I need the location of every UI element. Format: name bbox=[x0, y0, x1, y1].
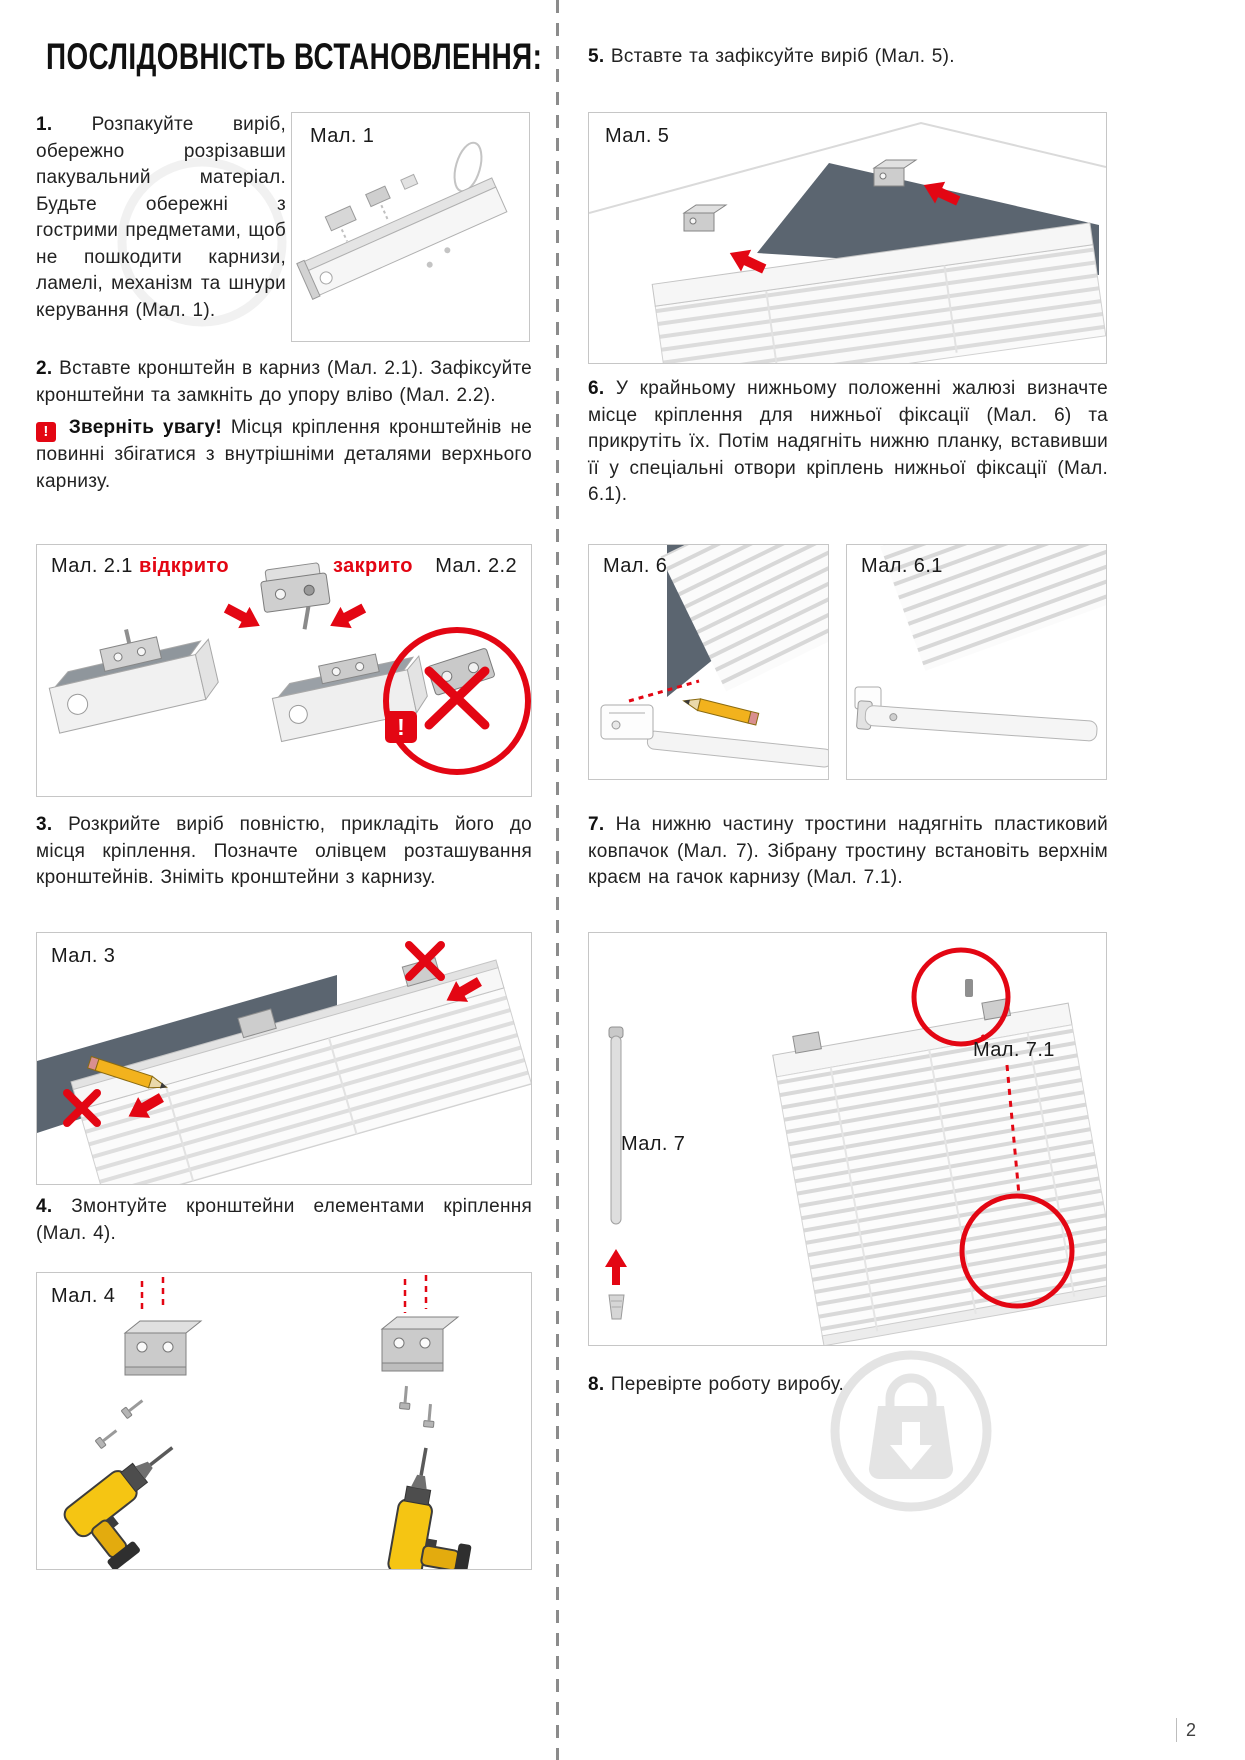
screw-icon bbox=[399, 1386, 411, 1410]
bracket-icon bbox=[382, 1317, 458, 1371]
figure-2 bbox=[36, 544, 532, 797]
step-2-warning bbox=[36, 415, 532, 495]
state-closed-label: закрито bbox=[333, 555, 413, 577]
figure-7-1-label: Мал. 7.1 bbox=[973, 1039, 1055, 1061]
cap-icon bbox=[609, 1295, 624, 1319]
red-up-arrow-icon bbox=[605, 1249, 627, 1285]
pencil-icon bbox=[682, 695, 759, 725]
bracket-icon bbox=[125, 1321, 201, 1375]
fixation-bracket-icon bbox=[601, 705, 653, 739]
step-3 bbox=[36, 812, 532, 892]
figure-6-illustration bbox=[589, 545, 828, 779]
step-4-text: Змонтуйте кронштейни елементами кріплення (Мал. 4). bbox=[36, 1196, 532, 1244]
mount-axis-lines bbox=[142, 1275, 426, 1313]
figure-6-label: Мал. 6 bbox=[603, 555, 668, 577]
warning-icon: ! bbox=[36, 422, 56, 442]
blinds-icon bbox=[66, 942, 531, 1184]
column-divider bbox=[556, 0, 559, 1760]
page-number-value: 2 bbox=[1186, 1719, 1197, 1740]
headrail-icon bbox=[292, 145, 515, 317]
step-7-number: 7. bbox=[588, 814, 605, 835]
exclamation-badge: ! bbox=[385, 711, 417, 743]
figure-1 bbox=[291, 112, 530, 342]
screw-icon bbox=[423, 1404, 435, 1428]
figure-4-label: Мал. 4 bbox=[51, 1285, 116, 1307]
bracket-icon bbox=[259, 562, 333, 635]
step-7 bbox=[588, 812, 1108, 892]
bottom-rail-icon bbox=[856, 701, 1097, 746]
step-3-number: 3. bbox=[36, 814, 53, 835]
step-1-text: Розпакуйте виріб, обережно розрізавши пакувальний матеріал. Будьте обережні з гострими предметами, щоб не пошкодити карнизи, ламелі, механізм та шнури керування (Мал. 1). bbox=[36, 114, 286, 321]
figure-7 bbox=[588, 932, 1107, 1346]
red-arrow-icon bbox=[221, 597, 266, 636]
step-8-text: Перевірте роботу виробу. bbox=[610, 1374, 845, 1395]
hook-icon bbox=[965, 979, 973, 997]
figure-3-label: Мал. 3 bbox=[51, 945, 116, 967]
figure-4 bbox=[36, 1272, 532, 1570]
figure-4-illustration bbox=[37, 1273, 531, 1569]
figure-3-illustration bbox=[37, 933, 531, 1184]
step-4 bbox=[36, 1194, 532, 1247]
red-arrow-icon bbox=[325, 597, 370, 636]
warning-label: Зверніть увагу! bbox=[68, 417, 222, 438]
step-4-number: 4. bbox=[36, 1196, 53, 1217]
step-1 bbox=[36, 112, 286, 324]
warning-text: Місця кріплення кронштейнів не повинні збігатися з внутрішніми деталями верхнього карнизу. bbox=[36, 417, 533, 492]
figure-6-1 bbox=[846, 544, 1107, 780]
page-number-divider bbox=[1176, 1718, 1177, 1742]
figure-2-1-label: Мал. 2.1 bbox=[51, 555, 133, 577]
step-6 bbox=[588, 376, 1108, 509]
figure-2-2-label: Мал. 2.2 bbox=[435, 555, 517, 577]
step-1-number: 1. bbox=[36, 114, 53, 135]
page-title: ПОСЛІДОВНІСТЬ ВСТАНОВЛЕННЯ: bbox=[46, 36, 543, 78]
step-6-number: 6. bbox=[588, 378, 605, 399]
drill-icon bbox=[61, 1434, 211, 1569]
step-8-number: 8. bbox=[588, 1374, 605, 1395]
page-number bbox=[1176, 1718, 1196, 1742]
step-7-text: На нижню частину тростини надягніть пластиковий ковпачок (Мал. 7). Зібрану тростину встановіть верхнім краєм на гачок карнизу (Мал. 7.1). bbox=[588, 814, 1109, 888]
step-2-number: 2. bbox=[36, 358, 53, 379]
step-5-number: 5. bbox=[588, 46, 605, 67]
step-2 bbox=[36, 356, 532, 495]
mark-line bbox=[629, 681, 699, 701]
figure-5-label: Мал. 5 bbox=[605, 125, 670, 147]
state-open-label: відкрито bbox=[139, 555, 230, 577]
cornice-open-icon bbox=[40, 612, 221, 733]
figure-2-illustration bbox=[37, 545, 531, 796]
screw-icon bbox=[95, 1427, 119, 1449]
figure-7-label: Мал. 7 bbox=[621, 1133, 686, 1155]
figure-5-illustration bbox=[589, 113, 1106, 363]
step-6-text: У крайньому нижньому положенні жалюзі визначте місце кріплення для нижньої фіксації (Мал. 6) та прикрутіть їх. Потім надягніть нижню планку, вставивши її у спеціальні отвори кріплень нижньої фіксації (Мал. 6.1). bbox=[588, 378, 1109, 505]
figure-3 bbox=[36, 932, 532, 1185]
figure-6-1-illustration bbox=[847, 545, 1106, 779]
step-5 bbox=[588, 44, 1108, 71]
figure-5 bbox=[588, 112, 1107, 364]
bracket-icon bbox=[684, 205, 726, 231]
bottom-rail-icon bbox=[647, 730, 828, 767]
wand-icon bbox=[609, 1027, 623, 1224]
step-2-text: Вставте кронштейн в карниз (Мал. 2.1). Зафіксуйте кронштейни та замкніть до упору вліво (Мал. 2.2). bbox=[36, 358, 532, 406]
figure-1-label: Мал. 1 bbox=[310, 125, 375, 147]
drill-icon bbox=[387, 1445, 487, 1569]
figure-6-1-label: Мал. 6.1 bbox=[861, 555, 943, 577]
screw-icon bbox=[121, 1397, 145, 1419]
step-3-text: Розкрийте виріб повністю, прикладіть його до місця кріплення. Позначте олівцем розташування кронштейнів. Зніміть кронштейни з карнизу. bbox=[36, 814, 532, 888]
step-5-text: Вставте та зафіксуйте виріб (Мал. 5). bbox=[610, 46, 955, 67]
step-8 bbox=[588, 1372, 1108, 1399]
figure-6 bbox=[588, 544, 829, 780]
